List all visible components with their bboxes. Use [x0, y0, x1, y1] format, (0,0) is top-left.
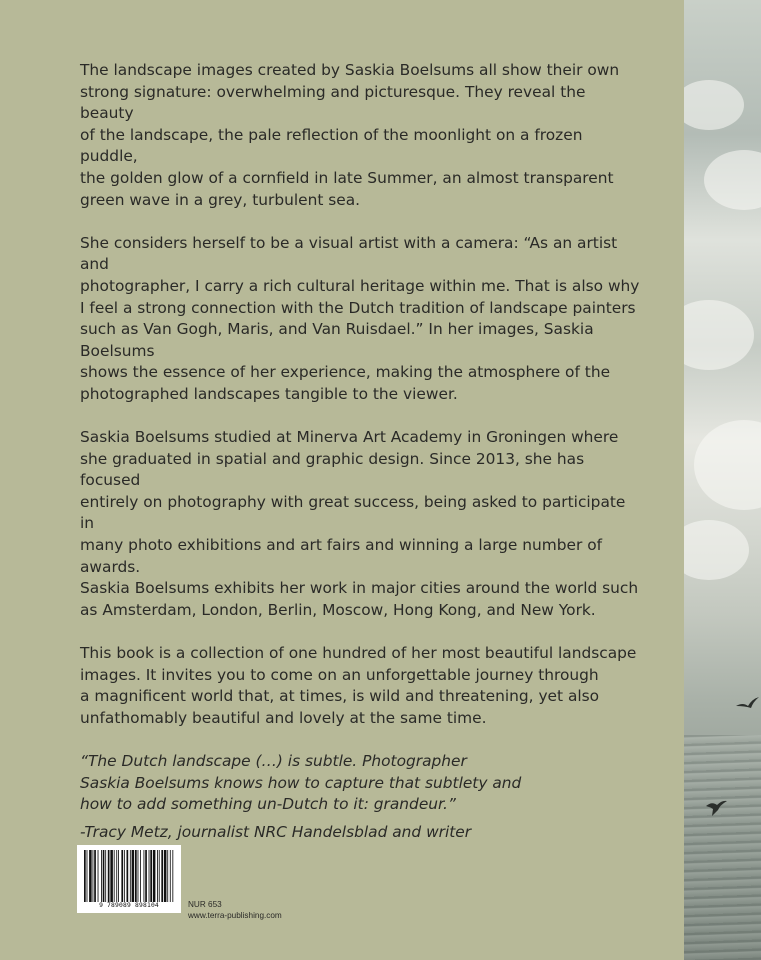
landscape-photo-strip	[684, 0, 761, 960]
isbn-barcode	[77, 845, 181, 913]
publisher-info	[188, 899, 282, 921]
publisher-website: www.terra-publishing.com	[188, 911, 282, 920]
nur-code: NUR 653	[188, 900, 222, 909]
bird-icon	[684, 0, 761, 960]
barcode-digits: 9 789089 898104	[99, 902, 159, 909]
paragraph-education: Saskia Boelsums studied at Minerva Art Academy in Groningen where she graduated in spatial and graphic design. Since 2013, she has focused entirely on photography with great success, being asked to participate in many photo exhibitions and art fairs and winning a large number of awards. Saskia Boelsums exhibits her work in major cities around the world such as Amsterdam, London, Berlin, Moscow, Hong Kong, and New York.	[80, 428, 639, 619]
quote-attribution: -Tracy Metz, journalist NRC Handelsblad and writer	[80, 822, 472, 841]
paragraph-book: This book is a collection of one hundred of her most beautiful landscape images. It invites you to come on an unforgettable journey through a magnificent world that, at times, is wild and threatening, yet also unfathomably beautiful and lovely at the same time.	[80, 644, 637, 727]
review-quote: “The Dutch landscape (…) is subtle. Photographer Saskia Boelsums knows how to capture that subtlety and how to add something un-Dutch to it: grandeur.”	[80, 752, 522, 814]
description-text	[80, 60, 640, 865]
paragraph-visual-artist: She considers herself to be a visual artist with a camera: “As an artist and photographer, I carry a rich cultural heritage within me. That is also why I feel a strong connection with the Dutch tradition of landscape painters such as Van Gogh, Maris, and Van Ruisdael.” In her images, Saskia Boelsums shows the essence of her experience, making the atmosphere of the photographed landscapes tangible to the viewer.	[80, 233, 640, 403]
paragraph-intro: The landscape images created by Saskia Boelsums all show their own strong signature: overwhelming and picturesque. They reveal the beauty of the landscape, the pale reflection of the moonlight on a frozen puddle, the golden glow of a cornfield in late Summer, an almost transparent green wave in a grey, turbulent sea.	[80, 61, 620, 209]
